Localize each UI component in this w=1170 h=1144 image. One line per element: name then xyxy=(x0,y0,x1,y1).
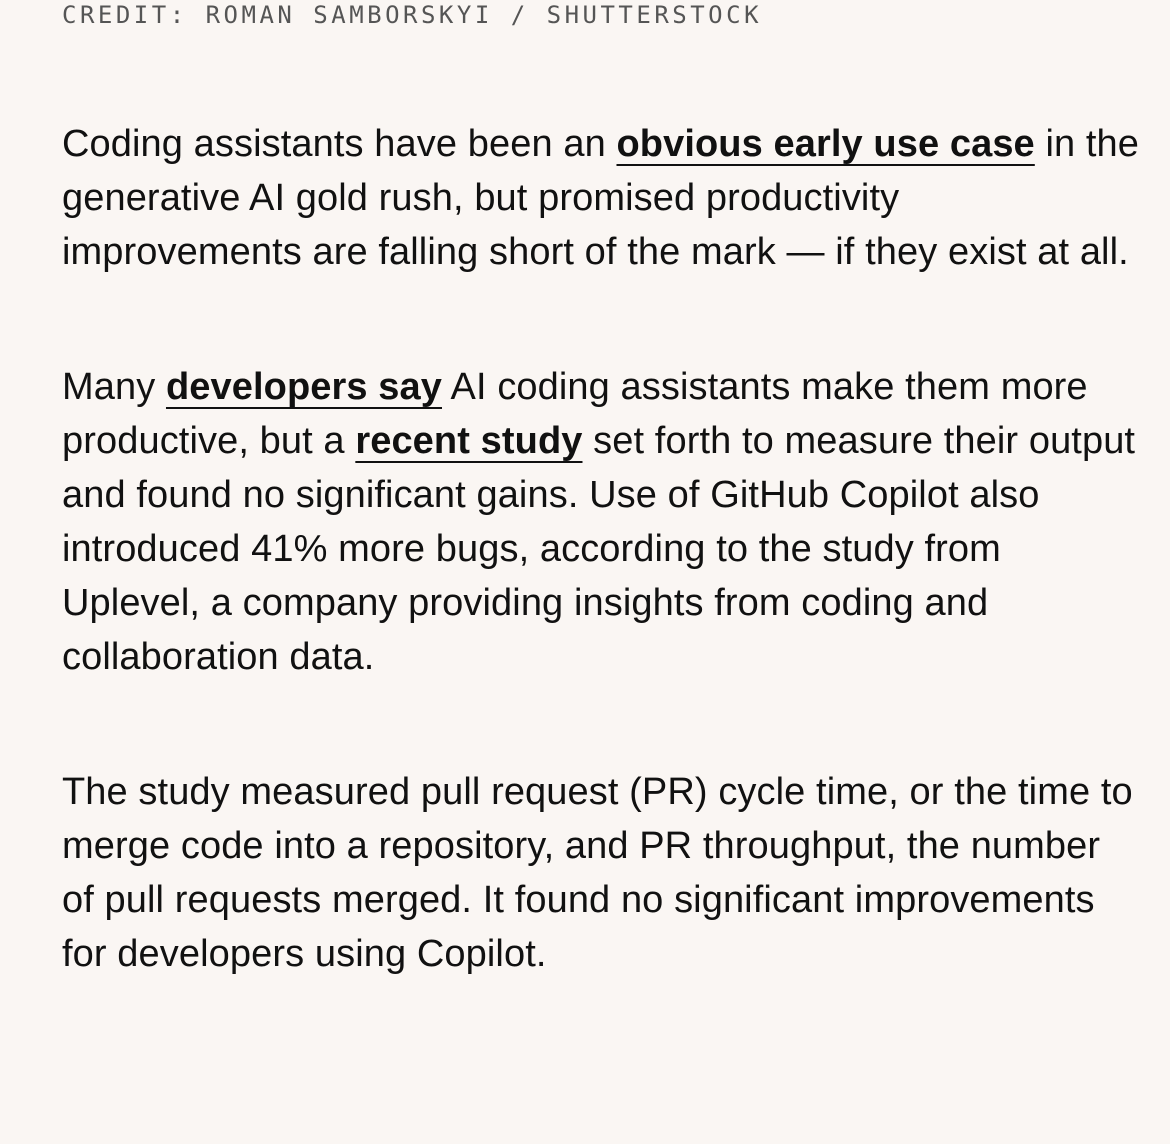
recent-study-link[interactable]: recent study xyxy=(355,420,583,462)
paragraph-3 xyxy=(62,765,1142,981)
paragraph-3-text: The study measured pull request (PR) cycle time, or the time to merge code into a repository, and PR throughput, the number of pull requests merged. It found no significant improvements for developers using Copilot. xyxy=(62,771,1133,975)
paragraph-2-text-a: Many xyxy=(62,366,166,408)
paragraph-2-text-b: AI coding assistants make them more productive, but a xyxy=(62,366,1088,462)
paragraph-2 xyxy=(62,360,1142,684)
paragraph-1-text-b: in the generative AI gold rush, but promised productivity improvements are falling short of the mark — if they exist at all. xyxy=(62,123,1140,273)
article-body xyxy=(62,0,1142,981)
obvious-early-use-case-link[interactable]: obvious early use case xyxy=(616,123,1035,165)
paragraph-2-text-c: set forth to measure their output and found no significant gains. Use of GitHub Copilot also introduced 41% more bugs, according to the study from Uplevel, a company providing insights from coding and collaboration data. xyxy=(62,420,1136,678)
image-credit: CREDIT: ROMAN SAMBORSKYI / SHUTTERSTOCK xyxy=(62,1,763,29)
paragraph-1-text-a: Coding assistants have been an xyxy=(62,123,617,165)
paragraph-1 xyxy=(62,117,1142,279)
developers-say-link[interactable]: developers say xyxy=(165,366,442,408)
